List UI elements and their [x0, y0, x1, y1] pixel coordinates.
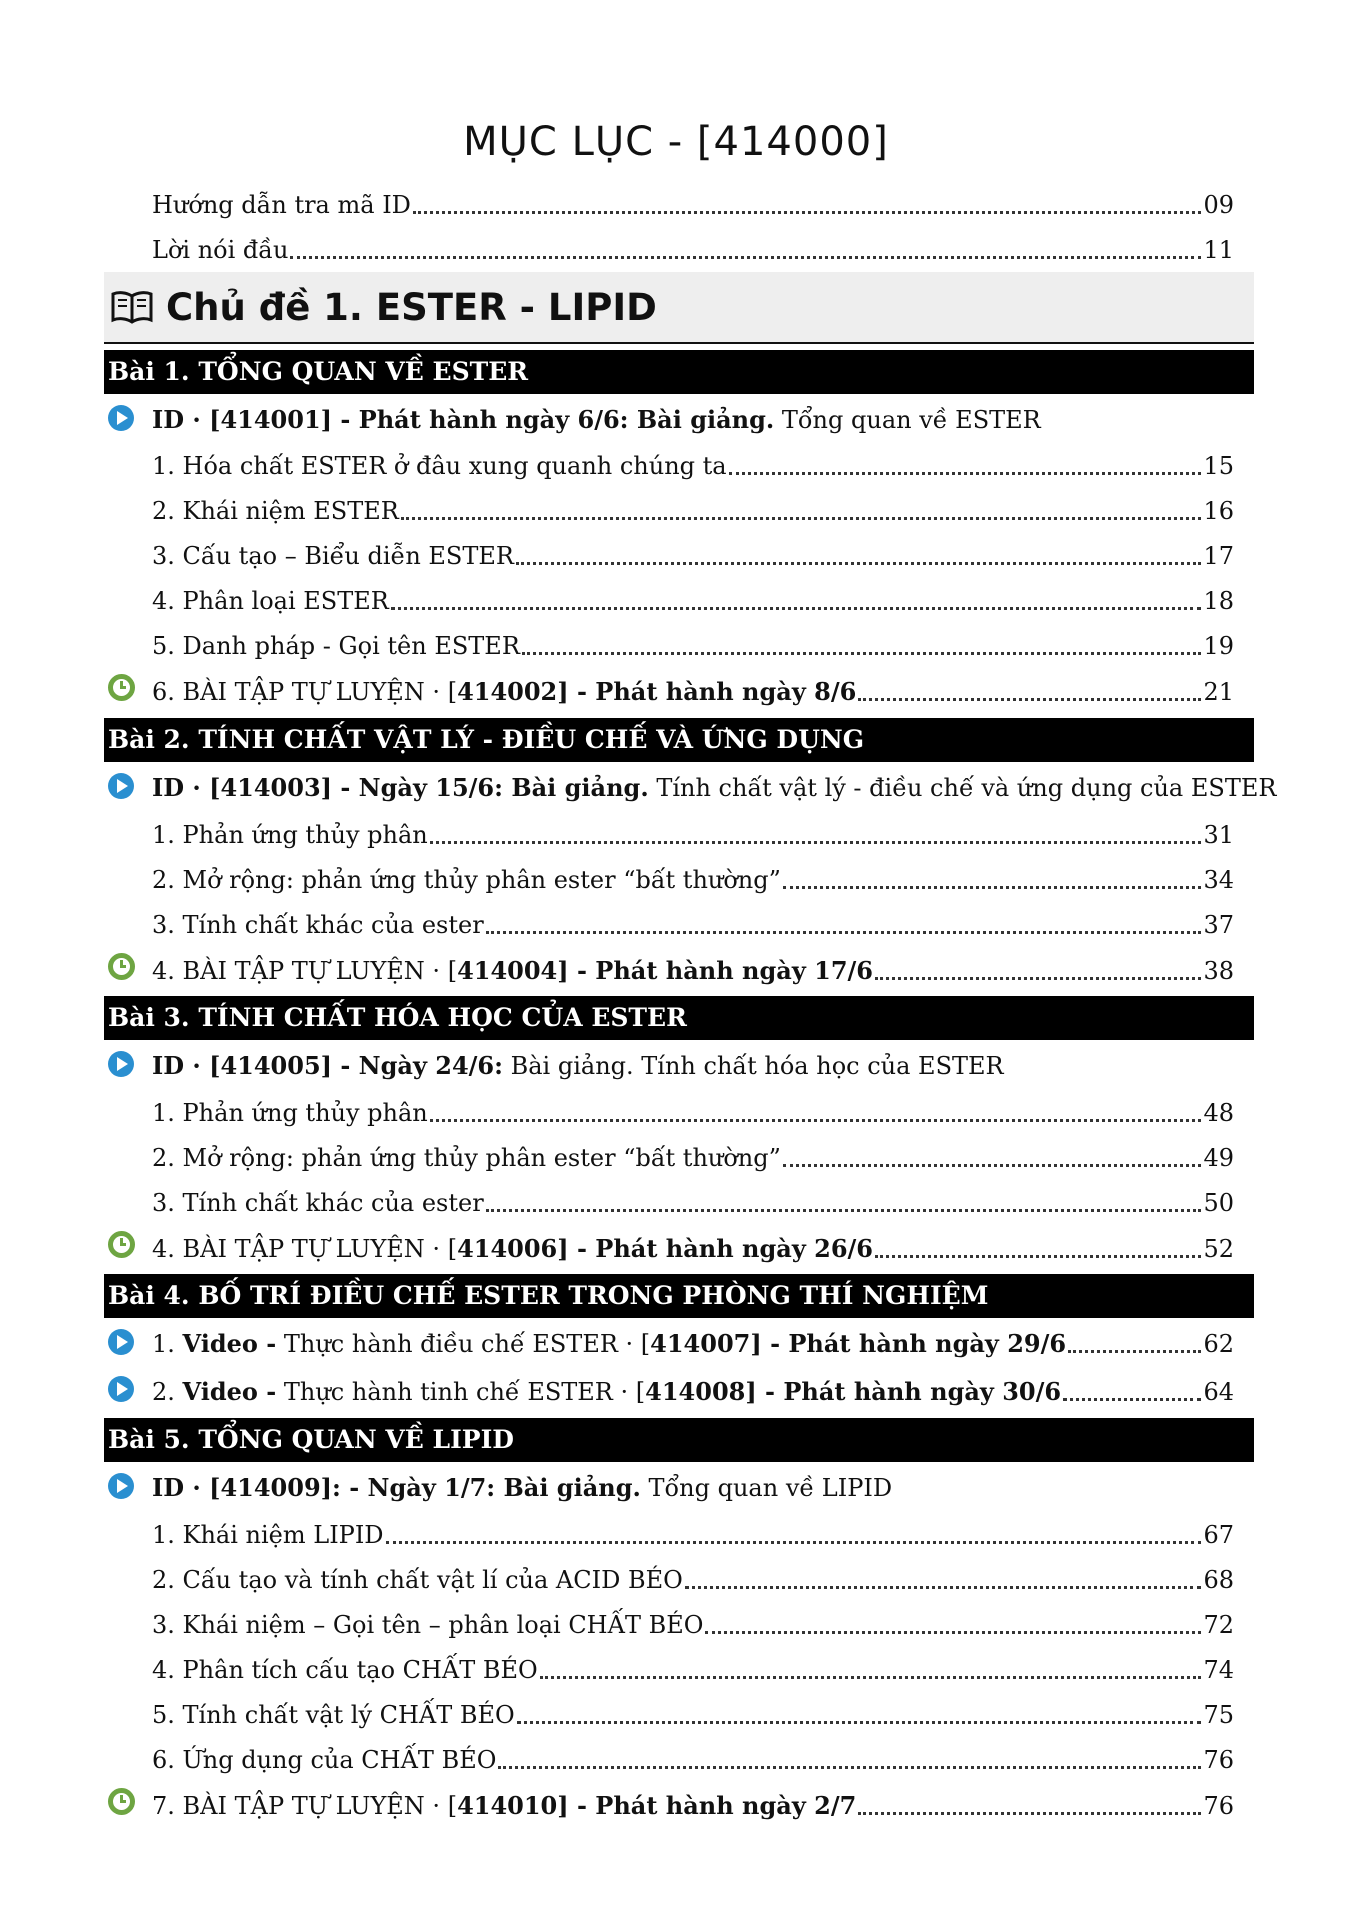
video-release: ] - Phát hành ngày 30/6 [745, 1377, 1062, 1406]
dot-leader [858, 1811, 1201, 1815]
lead-rest: Tính chất vật lý - điều chế và ứng dụng của ESTER [648, 774, 1277, 802]
practice-release: ] - Phát hành ngày 2/7 [557, 1791, 857, 1820]
entry-page: 18 [1203, 587, 1234, 615]
entry-text: 2. Cấu tạo và tính chất vật lí của ACID BÉO [152, 1566, 683, 1594]
entry-text: 3. Cấu tạo – Biểu diễn ESTER [152, 542, 514, 570]
entry-page: 38 [1203, 957, 1234, 985]
video-label: Video - [182, 1377, 277, 1406]
lesson-5-lead[interactable] [152, 1465, 1234, 1505]
lead-bold: ID · [414005] - Ngày 24/6: [152, 1051, 503, 1080]
entry-text: 2. Mở rộng: phản ứng thủy phân ester “bất thường” [152, 866, 781, 894]
entry-page: 50 [1203, 1189, 1234, 1217]
video-release: ] - Phát hành ngày 29/6 [750, 1329, 1067, 1358]
entry-text: 2. Khái niệm ESTER [152, 497, 399, 525]
lead-bold: ID · [414001] - Phát hành ngày 6/6: Bài giảng. [152, 405, 775, 434]
entry-page: 74 [1203, 1656, 1234, 1684]
toc-entry[interactable] [152, 533, 1234, 573]
practice-label: 4. BÀI TẬP TỰ LUYỆN · [ [152, 957, 458, 985]
dot-leader [486, 930, 1202, 934]
dot-leader [498, 1765, 1201, 1769]
dot-leader [290, 255, 1201, 259]
toc-entry[interactable] [152, 1180, 1234, 1220]
practice-label: 7. BÀI TẬP TỰ LUYỆN · [ [152, 1792, 458, 1820]
entry-text: 5. Danh pháp - Gọi tên ESTER [152, 632, 520, 660]
dot-leader [705, 1630, 1201, 1634]
lead-bold: ID · [414009]: - Ngày 1/7: Bài giảng. [152, 1473, 641, 1502]
entry-page: 67 [1203, 1521, 1234, 1549]
entry-page: 72 [1203, 1611, 1234, 1639]
toc-entry[interactable] [152, 443, 1234, 483]
entry-page: 48 [1203, 1099, 1234, 1127]
lesson-3-header: Bài 3. TÍNH CHẤT HÓA HỌC CỦA ESTER [104, 996, 1254, 1040]
entry-page: 34 [1203, 866, 1234, 894]
play-icon[interactable] [108, 1051, 134, 1077]
dot-leader [1063, 1397, 1201, 1401]
play-icon[interactable] [108, 1329, 134, 1355]
entry-page: 21 [1203, 678, 1234, 706]
topic-header [104, 272, 1254, 344]
practice-release: ] - Phát hành ngày 26/6 [557, 1234, 873, 1263]
practice-entry[interactable] [152, 948, 1234, 988]
entry-text: 5. Tính chất vật lý CHẤT BÉO [152, 1701, 515, 1729]
entry-page: 76 [1203, 1792, 1234, 1820]
dot-leader [522, 651, 1202, 655]
entry-text: 4. Phân tích cấu tạo CHẤT BÉO [152, 1656, 538, 1684]
clock-icon[interactable] [108, 1788, 135, 1815]
dot-leader [875, 1254, 1201, 1258]
dot-leader [783, 1163, 1202, 1167]
toc-entry[interactable] [152, 1135, 1234, 1175]
play-icon[interactable] [108, 1376, 134, 1402]
video-id: 414007 [650, 1329, 751, 1358]
toc-entry[interactable] [152, 1692, 1234, 1732]
entry-page: 16 [1203, 497, 1234, 525]
toc-entry[interactable] [152, 488, 1234, 528]
dot-leader [858, 697, 1201, 701]
dot-leader [540, 1675, 1202, 1679]
lesson-1-lead[interactable] [152, 397, 1234, 437]
entry-text: 1. Phản ứng thủy phân [152, 1099, 428, 1127]
video-title: Thực hành tinh chế ESTER · [ [276, 1378, 646, 1406]
entry-text: 1. Khái niệm LIPID [152, 1521, 384, 1549]
page-title: MỤC LỤC - [414000] [463, 119, 889, 165]
lead-rest: Bài giảng. Tính chất hóa học của ESTER [502, 1052, 1004, 1080]
dot-leader [401, 516, 1202, 520]
video-entry[interactable] [152, 1369, 1234, 1409]
practice-id: 414010 [457, 1791, 558, 1820]
entry-text: 6. Ứng dụng của CHẤT BÉO [152, 1746, 497, 1774]
toc-entry[interactable] [152, 1557, 1234, 1597]
practice-entry[interactable] [152, 1783, 1234, 1823]
entry-page: 62 [1203, 1330, 1234, 1358]
toc-entry-preface[interactable] [152, 227, 1234, 267]
dot-leader [875, 976, 1201, 980]
video-title: Thực hành điều chế ESTER · [ [276, 1330, 651, 1358]
entry-page: 37 [1203, 911, 1234, 939]
dot-leader [430, 840, 1202, 844]
toc-entry[interactable] [152, 623, 1234, 663]
toc-entry[interactable] [152, 1647, 1234, 1687]
toc-entry[interactable] [152, 578, 1234, 618]
practice-id: 414002 [457, 677, 558, 706]
practice-release: ] - Phát hành ngày 17/6 [557, 956, 873, 985]
dot-leader [486, 1208, 1202, 1212]
practice-release: ] - Phát hành ngày 8/6 [557, 677, 857, 706]
video-entry[interactable] [152, 1321, 1234, 1361]
dot-leader [413, 210, 1202, 214]
entry-page: 49 [1203, 1144, 1234, 1172]
entry-text: 3. Tính chất khác của ester [152, 1189, 484, 1217]
book-icon [110, 290, 154, 324]
practice-entry[interactable] [152, 669, 1234, 709]
toc-entry[interactable] [152, 812, 1234, 852]
dot-leader [516, 561, 1201, 565]
entry-page: 52 [1203, 1235, 1234, 1263]
entry-text: 1. Phản ứng thủy phân [152, 821, 428, 849]
practice-label: 4. BÀI TẬP TỰ LUYỆN · [ [152, 1235, 458, 1263]
lead-bold: ID · [414003] - Ngày 15/6: Bài giảng. [152, 773, 649, 802]
dot-leader [783, 885, 1202, 889]
topic-title: Chủ đề 1. ESTER - LIPID [166, 285, 657, 329]
entry-text: 4. Phân loại ESTER [152, 587, 389, 615]
video-id: 414008 [645, 1377, 746, 1406]
entry-text: 1. Hóa chất ESTER ở đâu xung quanh chúng ta [152, 452, 727, 480]
toc-entry-guide[interactable] [152, 182, 1234, 222]
clock-icon[interactable] [108, 1231, 135, 1258]
play-icon[interactable] [108, 405, 134, 431]
clock-icon[interactable] [108, 674, 135, 701]
entry-page: 31 [1203, 821, 1234, 849]
toc-entry[interactable] [152, 857, 1234, 897]
entry-page: 64 [1203, 1378, 1234, 1406]
toc-entry[interactable] [152, 1512, 1234, 1552]
lesson-5-header: Bài 5. TỔNG QUAN VỀ LIPID [104, 1418, 1254, 1462]
entry-page: 17 [1203, 542, 1234, 570]
clock-icon[interactable] [108, 953, 135, 980]
lesson-4-header: Bài 4. BỐ TRÍ ĐIỀU CHẾ ESTER TRONG PHÒNG THÍ NGHIỆM [104, 1274, 1254, 1318]
video-num: 1. [152, 1330, 183, 1358]
entry-page: 11 [1203, 236, 1234, 264]
entry-text: 3. Khái niệm – Gọi tên – phân loại CHẤT BÉO [152, 1611, 704, 1639]
practice-id: 414004 [457, 956, 558, 985]
entry-page: 15 [1203, 452, 1234, 480]
video-num: 2. [152, 1378, 183, 1406]
play-icon[interactable] [108, 1473, 134, 1499]
toc-entry[interactable] [152, 902, 1234, 942]
entry-page: 19 [1203, 632, 1234, 660]
entry-page: 68 [1203, 1566, 1234, 1594]
toc-entry[interactable] [152, 1090, 1234, 1130]
entry-text: 3. Tính chất khác của ester [152, 911, 484, 939]
entry-text: 2. Mở rộng: phản ứng thủy phân ester “bất thường” [152, 1144, 781, 1172]
practice-entry[interactable] [152, 1226, 1234, 1266]
dot-leader [1068, 1349, 1201, 1353]
dot-leader [391, 606, 1202, 610]
play-icon[interactable] [108, 773, 134, 799]
entry-page: 09 [1203, 191, 1234, 219]
lead-rest: Tổng quan về LIPID [640, 1474, 893, 1502]
entry-text: Hướng dẫn tra mã ID [152, 191, 411, 219]
dot-leader [685, 1585, 1202, 1589]
lead-rest: Tổng quan về ESTER [774, 406, 1041, 434]
dot-leader [430, 1118, 1202, 1122]
lesson-3-lead[interactable] [152, 1043, 1234, 1083]
lesson-1-header: Bài 1. TỔNG QUAN VỀ ESTER [104, 350, 1254, 394]
entry-page: 75 [1203, 1701, 1234, 1729]
dot-leader [729, 471, 1202, 475]
entry-page: 76 [1203, 1746, 1234, 1774]
dot-leader [386, 1540, 1202, 1544]
toc-entry[interactable] [152, 1602, 1234, 1642]
toc-entry[interactable] [152, 1737, 1234, 1777]
dot-leader [517, 1720, 1202, 1724]
lesson-2-lead[interactable] [152, 765, 1277, 805]
entry-text: Lời nói đầu [152, 236, 289, 264]
practice-label: 6. BÀI TẬP TỰ LUYỆN · [ [152, 678, 458, 706]
video-label: Video - [182, 1329, 277, 1358]
lesson-2-header: Bài 2. TÍNH CHẤT VẬT LÝ - ĐIỀU CHẾ VÀ ỨNG DỤNG [104, 718, 1254, 762]
practice-id: 414006 [457, 1234, 558, 1263]
